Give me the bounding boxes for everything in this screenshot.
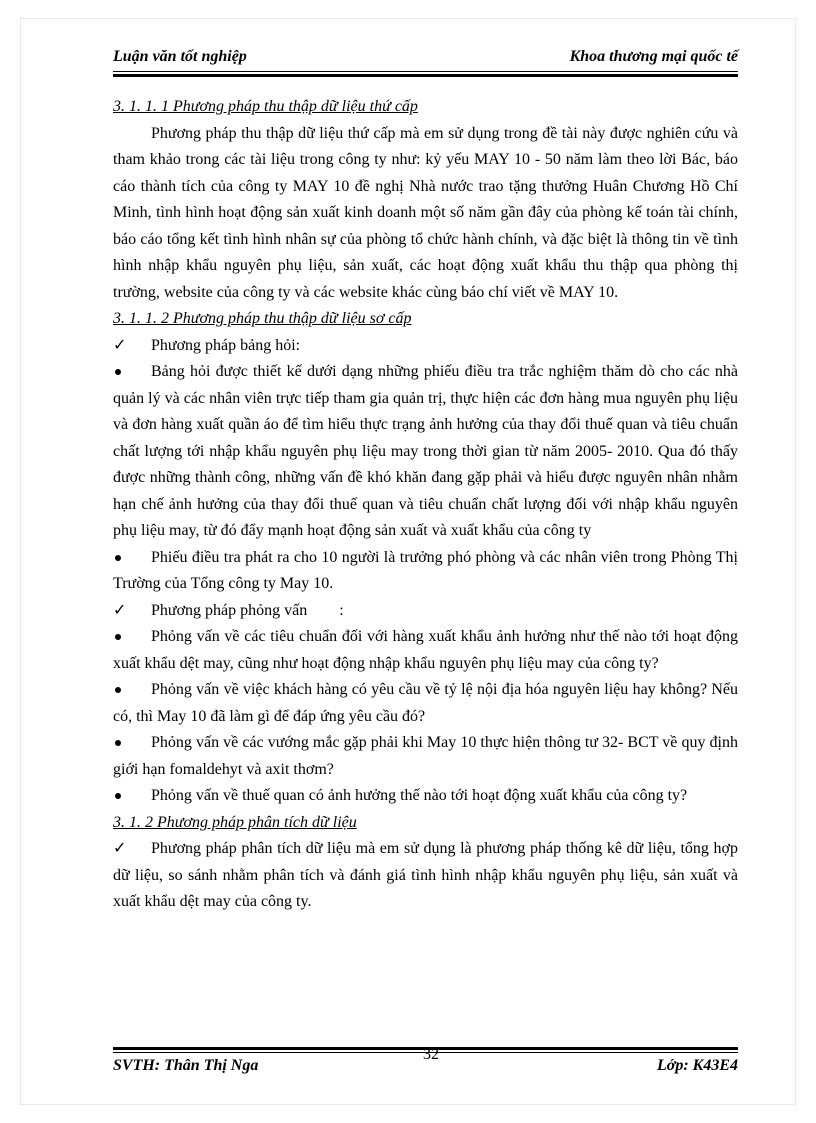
checklist-text: Phương pháp phỏng vấn : (151, 601, 344, 619)
bullet-item (113, 783, 738, 810)
paragraph: Phương pháp thu thập dữ liệu thứ cấp mà em sử dụng trong đề tài này được nghiên cứu và tham khảo trong các tài liệu trong công ty như: kỷ yếu MAY 10 - 50 năm làm theo lời Bác, báo cáo thành tích của công ty MAY 10 đề nghị Nhà nước trao tặng thưởng Huân Chương Hồ Chí Minh, tình hình hoạt động sản xuất kinh doanh một số năm gần đây của phòng kế toán tài chính, báo cáo tổng kết tình hình nhân sự của phòng tổ chức hành chính, và đặc biệt là thông tin về tình hình nhập khẩu nguyên phụ liệu, sản xuất, các hoạt động xuất khẩu thu thập qua phòng thị trường, website của công ty và các website khác cùng báo chí viết về MAY 10. (113, 124, 738, 301)
checkmark-icon: ✓ (113, 336, 127, 354)
bullet-icon (113, 624, 143, 651)
page-frame-left (20, 18, 21, 1105)
bullet-text: Phỏng vấn về thuế quan có ảnh hưởng thế nào tới hoạt động xuất khẩu của công ty? (151, 787, 688, 804)
bullet-item (113, 677, 738, 730)
document-body (113, 94, 738, 916)
page-frame-bottom (20, 1104, 796, 1105)
checklist-text: Phương pháp bảng hỏi: (151, 336, 301, 354)
bullet-icon (113, 677, 143, 704)
footer-class: Lớp: K43E4 (656, 1057, 738, 1074)
checklist-item (113, 598, 738, 625)
bullet-icon (113, 730, 143, 757)
bullet-icon (113, 545, 143, 572)
bullet-item (113, 624, 738, 677)
checklist-item (113, 836, 738, 916)
bullet-icon (113, 359, 143, 386)
section-heading: 3. 1. 1. 2 Phương pháp thu thập dữ liệu sơ cấp (113, 310, 412, 327)
header-right: Khoa thương mại quốc tế (569, 48, 738, 65)
checkmark-icon: ✓ (113, 601, 127, 619)
bullet-icon (113, 783, 143, 810)
bullet-item (113, 545, 738, 598)
page-number: 32 (423, 1046, 439, 1063)
page-footer (113, 1046, 738, 1078)
checklist-item (113, 333, 738, 360)
section-heading: 3. 1. 2 Phương pháp phân tích dữ liệu (113, 813, 357, 831)
page-frame-top (20, 18, 796, 19)
bullet-item (113, 730, 738, 783)
header-left: Luận văn tốt nghiệp (113, 48, 247, 65)
header-rule-thin (113, 71, 738, 72)
bullet-text: Phiếu điều tra phát ra cho 10 người là trưởng phó phòng và các nhân viên trong Phòng Thị Trường của Tổng công ty May 10. (113, 548, 738, 592)
header-rule-thick (113, 74, 738, 77)
page-header (113, 46, 738, 68)
section-heading: 3. 1. 1. 1 Phương pháp thu thập dữ liệu thứ cấp (113, 98, 418, 115)
bullet-item (113, 359, 738, 545)
page-frame-right (795, 18, 796, 1105)
checklist-text: Phương pháp phân tích dữ liệu mà em sử dụng là phương pháp thống kê dữ liệu, tổng hợp dữ liệu, so sánh nhằm phân tích và đánh giá tình hình nhập khẩu nguyên phụ liệu, sản xuất và xuất khẩu dệt may của công ty. (113, 840, 738, 910)
bullet-text: Phỏng vấn về các vướng mắc gặp phải khi May 10 thực hiện thông tư 32- BCT về quy định giới hạn fomaldehyt và axit thơm? (113, 734, 738, 778)
bullet-text: Phỏng vấn về các tiêu chuẩn đối với hàng xuất khẩu ảnh hưởng như thế nào tới hoạt động xuất khẩu dệt may, cũng như hoạt động nhập khẩu nguyên phụ liệu may của công ty? (113, 628, 738, 672)
footer-author: SVTH: Thân Thị Nga (113, 1057, 259, 1074)
bullet-text: Bảng hỏi được thiết kế dưới dạng những phiếu điều tra trắc nghiệm thăm dò cho các nhà quản lý và các nhân viên trực tiếp tham gia quản trị, thực hiện các đơn hàng mua nguyên phụ liệu và đơn hàng xuất quần áo để tìm hiểu thực trạng ảnh hưởng của thay đổi thuế quan và tiêu chuẩn chất lượng tới nhập khẩu nguyên phụ liệu may trong thời gian từ năm 2005- 2010. Qua đó thấy được những thành công, những vấn đề khó khăn đang gặp phải và hiểu được nguyên nhân nhằm hạn chế ảnh hưởng của thay đổi thuế quan và tiêu chuẩn chất lượng đối với nhập khẩu nguyên phụ liệu may, từ đó đẩy mạnh hoạt động sản xuất và xuất khẩu của công ty (113, 363, 738, 539)
checkmark-icon: ✓ (113, 840, 127, 857)
bullet-text: Phỏng vấn về việc khách hàng có yêu cầu về tỷ lệ nội địa hóa nguyên liệu hay không? Nếu có, thì May 10 đã làm gì để đáp ứng yêu cầu đó? (113, 681, 738, 725)
